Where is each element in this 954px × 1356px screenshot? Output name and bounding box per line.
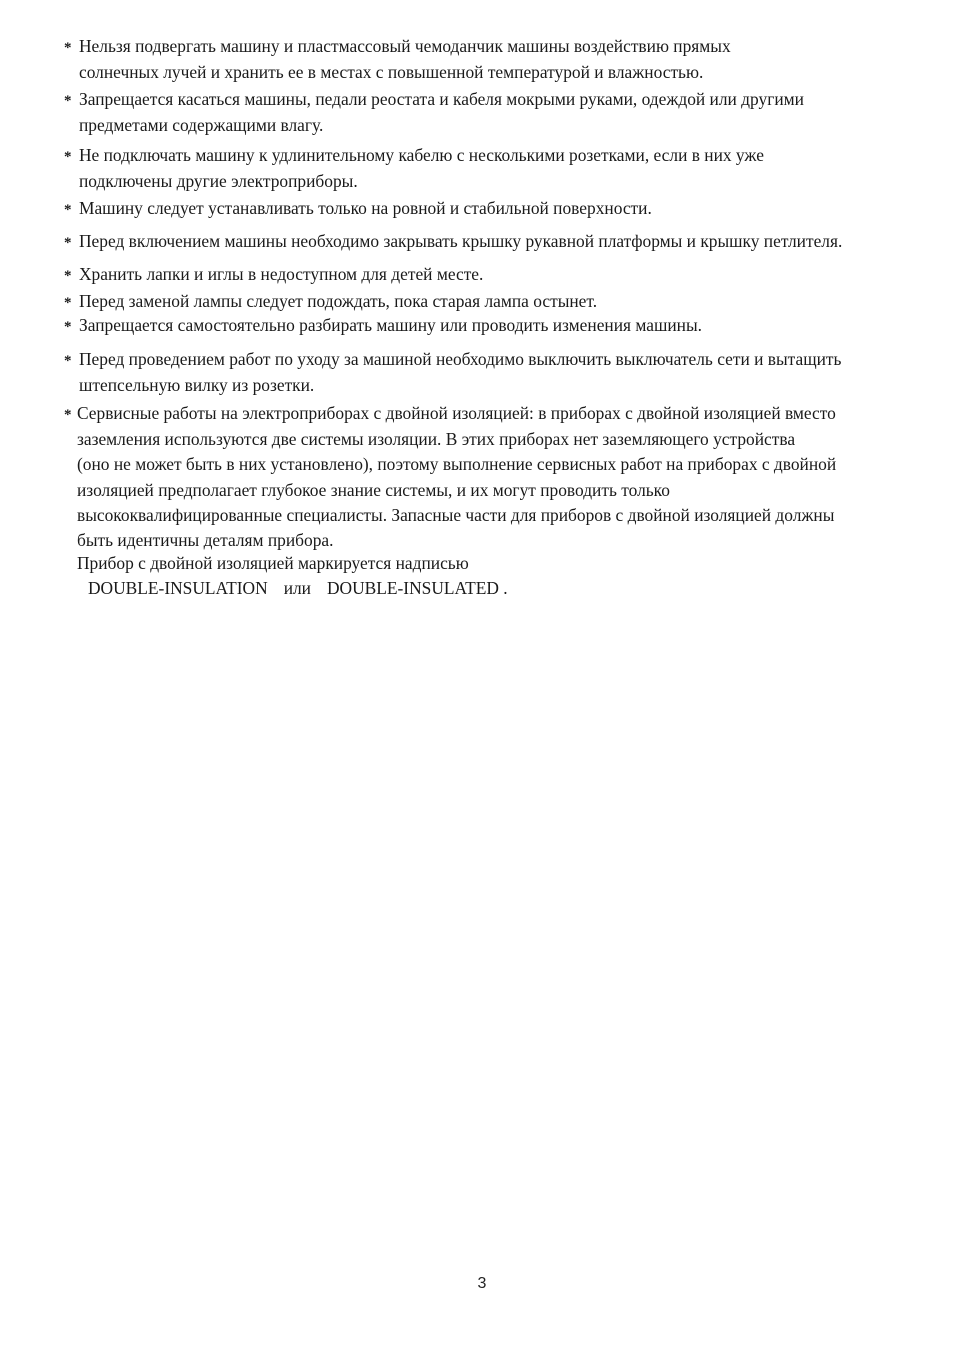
safety-item-text xyxy=(79,143,764,194)
page-number: 3 xyxy=(477,1275,487,1292)
marking-double-insulated: DOUBLE-INSULATED xyxy=(326,578,499,598)
text-line: подключены другие электроприборы. xyxy=(79,170,358,191)
text-line: Перед проведением работ по уходу за машиной необходимо выключить выключатель сети и вытащить xyxy=(79,349,842,369)
text-line: Нельзя подвергать машину и пластмассовый чемоданчик машины воздействию прямых xyxy=(79,36,731,56)
text-line: заземления используются две системы изоляции. В этих приборах нет заземляющего устройства xyxy=(77,428,796,449)
text-line: Перед включением машины необходимо закрывать крышку рукавной платформы и крышку петлителя. xyxy=(79,231,843,251)
text-line: Перед заменой лампы следует подождать, пока старая лампа остынет. xyxy=(79,291,598,311)
marking-end: . xyxy=(503,578,508,598)
safety-item-text xyxy=(79,34,731,85)
double-insulation-marking xyxy=(77,576,836,602)
marking-connector: или xyxy=(283,578,311,598)
safety-item-text xyxy=(79,87,804,138)
bullet-asterisk: * xyxy=(64,235,72,251)
safety-item-text xyxy=(79,196,652,222)
safety-item-text xyxy=(79,289,597,315)
text-line: Прибор с двойной изоляцией маркируется надписью xyxy=(77,552,469,573)
safety-item-text xyxy=(79,262,483,288)
text-line: изоляцией предполагает глубокое знание системы, и их могут проводить только xyxy=(77,479,670,500)
safety-item-text xyxy=(79,347,841,398)
bullet-asterisk: * xyxy=(64,295,72,311)
text-line: (оно не может быть в них установлено), поэтому выполнение сервисных работ на приборах с двойной xyxy=(77,454,837,474)
text-line: Хранить лапки и иглы в недоступном для детей месте. xyxy=(79,264,484,284)
text-line: Запрещается самостоятельно разбирать машину или проводить изменения машины. xyxy=(79,315,703,335)
bullet-asterisk: * xyxy=(64,202,72,218)
text-line: высококвалифицированные специалисты. Запасные части для приборов с двойной изоляцией должны xyxy=(77,505,835,525)
bullet-asterisk: * xyxy=(64,407,72,423)
safety-item-text xyxy=(79,313,702,339)
bullet-asterisk: * xyxy=(64,149,72,165)
bullet-asterisk: * xyxy=(64,268,72,284)
bullet-asterisk: * xyxy=(64,93,72,109)
text-line: солнечных лучей и хранить ее в местах с повышенной температурой и влажностью. xyxy=(79,61,704,82)
text-line: быть идентичны деталям прибора. xyxy=(77,529,334,550)
text-line: Не подключать машину к удлинительному кабелю с несколькими розетками, если в них уже xyxy=(79,145,764,165)
text-line: штепсельную вилку из розетки. xyxy=(79,374,315,395)
text-line: Сервисные работы на электроприборах с двойной изоляцией: в приборах с двойной изоляцией вместо xyxy=(77,403,836,423)
text-line: Запрещается касаться машины, педали реостата и кабеля мокрыми руками, одеждой или другими xyxy=(79,89,804,109)
bullet-asterisk: * xyxy=(64,40,72,56)
text-line: Машину следует устанавливать только на ровной и стабильной поверхности. xyxy=(79,198,652,218)
safety-item-text xyxy=(79,229,842,255)
bullet-asterisk: * xyxy=(64,319,72,335)
safety-item-text xyxy=(77,401,836,602)
text-line: предметами содержащими влагу. xyxy=(79,114,324,135)
bullet-asterisk: * xyxy=(64,353,72,369)
marking-double-insulation: DOUBLE-INSULATION xyxy=(88,578,268,598)
